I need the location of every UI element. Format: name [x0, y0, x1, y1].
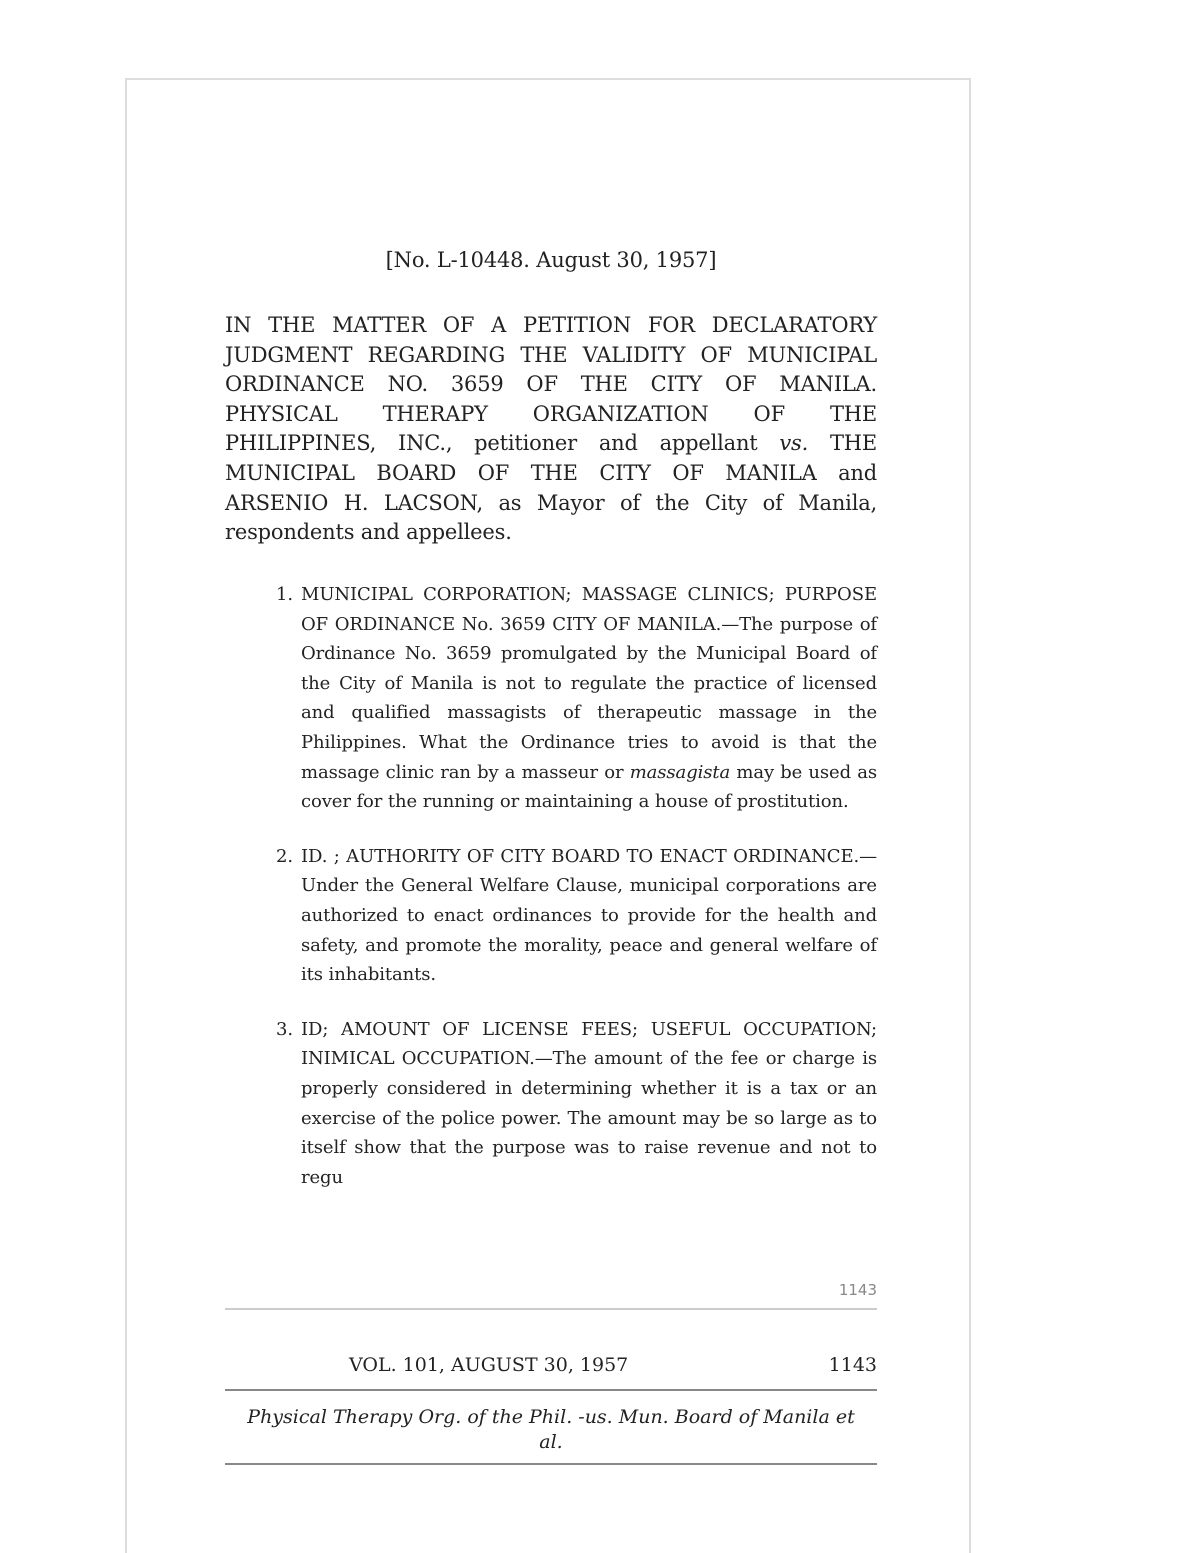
page-marker: 1143 [838, 1281, 877, 1299]
caption-vs: vs. [779, 431, 809, 456]
syllabus-number: 1. [276, 584, 293, 605]
header-page-number: 1143 [828, 1354, 877, 1376]
running-header [225, 1354, 877, 1384]
syllabus-italic: massagista [629, 761, 731, 783]
header-rule-top [225, 1389, 877, 1391]
volume-label: VOL. 101, AUGUST 30, 1957 [349, 1354, 629, 1376]
syllabus-item [267, 842, 877, 990]
syllabus-list [267, 580, 877, 1217]
caption-part-2: THE MUNICIPAL BOARD OF THE CITY OF MANILA and ARSENIO H. LACSON, as Mayor of the City of Manila, respondents and appellees. [225, 431, 877, 545]
case-number: [No. L-10448. August 30, 1957] [385, 248, 717, 272]
header-rule-bottom [225, 1463, 877, 1465]
syllabus-item [267, 1015, 877, 1193]
syllabus-text: ID; AMOUNT OF LICENSE FEES; USEFUL OCCUPATION; INIMICAL OCCUPATION.—The amount of the fee or charge is properly considered in determining whether it is a tax or an exercise of the police power. The amount may be so large as to itself show that the purpose was to raise revenue and not to regu [301, 1018, 877, 1188]
syllabus-text: MUNICIPAL CORPORATION; MASSAGE CLINICS; PURPOSE OF ORDINANCE No. 3659 CITY OF MANILA.—The purpose of Ordinance No. 3659 promulgated by the Municipal Board of the City of Manila is not to regulate the practice of licensed and qualified massagists of therapeutic massage in the Philippines. What the Ordinance tries to avoid is that the massage clinic ran by a masseur or [301, 584, 877, 783]
running-title: Physical Therapy Org. of the Phil. -us. Mun. Board of Manila et al. [247, 1406, 855, 1453]
syllabus-text-after: may be used as cover for the running or maintaining a house of prostitution. [301, 761, 877, 813]
syllabus-number: 3. [276, 1018, 293, 1040]
syllabus-number: 2. [276, 845, 293, 867]
case-caption [225, 311, 877, 548]
page-divider [225, 1308, 877, 1310]
document-page [125, 78, 971, 1553]
syllabus-text: ID. ; AUTHORITY OF CITY BOARD TO ENACT ORDINANCE.—Under the General Welfare Clause, municipal corporations are authorized to enact ordinances to provide for the health and safety, and promote the morality, peace and general welfare of its inhabitants. [301, 845, 877, 986]
caption-part-1: IN THE MATTER OF A PETITION FOR DECLARATORY JUDGMENT REGARDING THE VALIDITY OF MUNICIPAL ORDINANCE NO. 3659 OF THE CITY OF MANILA. PHYSICAL THERAPY ORGANIZATION OF THE PHILIPPINES, INC., petitioner and appellant [225, 313, 877, 456]
syllabus-item [267, 580, 877, 817]
